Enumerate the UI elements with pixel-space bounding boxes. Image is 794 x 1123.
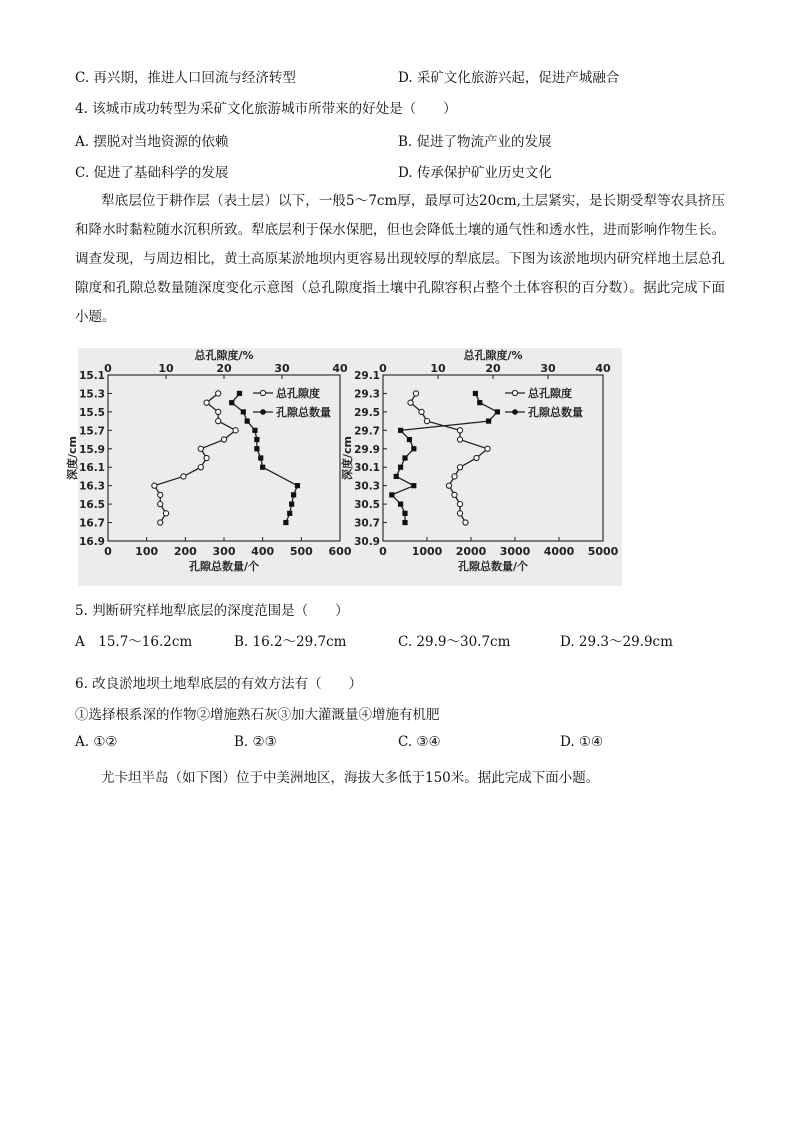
chart1-pore-count-point [283,520,288,525]
passage-plow-pan [75,187,725,332]
chart2-porosity-point [413,391,418,396]
chart1-top-axis-title: 总孔隙度/% [194,349,254,362]
chart2-porosity-point [474,455,479,460]
chart1-y-tick-label: 15.3 [79,388,105,401]
chart2-porosity-point [452,492,457,497]
chart2-porosity-point [457,511,462,516]
q4-option-d: D. 传承保护矿业历史文化 [398,165,552,181]
chart2-porosity-point [457,437,462,442]
chart2-top-axis-title: 总孔隙度/% [463,349,523,362]
chart1-pore-count-point [287,511,292,516]
chart1-pore-count-point [241,409,246,414]
chart2-pore-count-point [402,511,407,516]
q6-option-b: B. ②③ [234,734,277,750]
chart2-y-tick-label: 29.1 [354,370,380,382]
chart1-y-tick-label: 16.9 [79,536,105,548]
chart1-legend-pore-count-marker [260,409,266,415]
chart1-pore-count-point [237,391,242,396]
q4-stem: 4. 该城市成功转型为采矿文化旅游城市所带来的好处是（ ） [75,101,457,117]
chart2-pore-count-point [398,465,403,470]
q3-option-c: C. 再兴期，推进人口回流与经济转型 [75,70,296,86]
chart1-y-tick-label: 15.7 [79,425,105,438]
q5-option-b: B. 16.2～29.7cm [234,634,347,650]
passage-yucatan: 尤卡坦半岛（如下图）位于中美洲地区，海拔大多低于150米。据此完成下面小题。 [101,770,600,786]
chart1-y-axis-title: 深度/cm [66,436,79,480]
chart1-y-tick-label: 16.5 [79,499,105,512]
chart2-y-tick-label: 29.7 [354,425,380,438]
chart2-y-tick-label: 30.7 [354,517,380,530]
q5-stem: 5. 判断研究样地犁底层的深度范围是（ ） [75,603,349,619]
chart2-y-tick-label: 30.3 [354,480,380,493]
q4-option-b: B. 促进了物流产业的发展 [398,134,552,150]
chart2-legend-porosity-marker [512,390,517,395]
chart1-y-tick-label: 15.9 [79,443,105,456]
chart1-bottom-tick-label: 100 [135,545,159,558]
chart2-legend-label: 总孔隙度 [528,387,572,400]
chart1-legend-porosity-marker [260,390,265,395]
q5-option-d: D. 29.3～29.9cm [560,634,673,650]
chart2-y-tick-label: 29.9 [354,443,380,456]
chart2-porosity-point [452,474,457,479]
chart1-porosity-line [154,393,235,522]
chart2-y-tick-label: 29.5 [354,406,380,419]
chart2-pore-count-point [398,502,403,507]
chart2-pore-count-point [486,419,491,424]
chart1-porosity-point [216,409,221,414]
chart2-pore-count-point [495,409,500,414]
chart2-top-tick-label: 40 [595,362,611,375]
chart1-y-tick-label: 15.5 [79,406,105,419]
chart2-bottom-tick-label: 3000 [499,545,531,558]
chart1-pore-count-point [245,419,250,424]
chart1-bottom-tick-label: 0 [104,545,112,558]
chart1-pore-count-point [252,428,257,433]
chart2-porosity-point [408,400,413,405]
chart2-pore-count-point [389,492,394,497]
chart2-pore-count-point [402,520,407,525]
chart1-porosity-point [198,446,203,451]
chart1-pore-count-point [258,455,263,460]
chart1-y-tick-label: 15.1 [79,370,105,382]
chart1-y-tick-label: 16.1 [79,462,105,475]
chart1-bottom-tick-label: 600 [328,545,352,558]
chart2-porosity-point [446,483,451,488]
q3-option-d: D. 采矿文化旅游兴起，促进产城融合 [398,70,620,86]
chart1-pore-count-point [295,483,300,488]
chart2-pore-count-point [394,474,399,479]
q4-option-a: A. 摆脱对当地资源的依赖 [75,134,229,150]
chart2-porosity-point [485,446,490,451]
chart1-top-tick-label: 0 [104,362,112,375]
chart1-porosity-point [181,474,186,479]
chart1-y-tick-label: 16.3 [79,480,105,493]
chart2-bottom-tick-label: 5000 [587,545,619,558]
chart1-porosity-point [204,400,209,405]
chart1-porosity-point [216,391,221,396]
chart1-porosity-point [152,483,157,488]
chart2-pore-count-point [402,455,407,460]
chart1-pore-count-point [254,437,259,442]
chart2-bottom-tick-label: 1000 [411,545,443,558]
chart1-pore-count-point [289,502,294,507]
chart1-bottom-tick-label: 200 [173,545,197,558]
chart2-porosity-point [457,502,462,507]
chart1-pore-count-point [229,400,234,405]
chart2-y-tick-label: 29.3 [354,388,380,401]
chart1-y-tick-label: 16.7 [79,517,105,530]
chart2-pore-count-point [411,446,416,451]
chart2-y-tick-label: 30.1 [354,462,380,475]
chart1-porosity-point [233,428,238,433]
chart2-porosity-point [419,409,424,414]
chart2-top-tick-label: 0 [379,362,387,375]
chart2-top-tick-label: 20 [485,362,501,375]
chart2-bottom-tick-label: 4000 [543,545,575,558]
chart1-porosity-point [163,511,168,516]
chart1-legend-label: 总孔隙度 [276,387,320,400]
chart2-bottom-tick-label: 0 [379,545,387,558]
chart1-porosity-point [158,502,163,507]
chart1-porosity-point [158,492,163,497]
chart2-y-tick-label: 30.9 [354,536,380,548]
chart1-porosity-point [216,419,221,424]
passage-plow-pan-text: 犁底层位于耕作层（表土层）以下，一般5～7cm厚，最厚可达20cm,土层紧实，是长期受犁等农具挤压和降水时黏粒随水沉积所致。犁底层利于保水保肥，但也会降低土壤的通气性和透水性，进而影响作物生长。调查发现，与周边相比，黄土高原某淤地坝内更容易出现较厚的犁底层。下图为该淤地坝内研究样地土层总孔隙度和孔隙总数量随深度变化示意图（总孔隙度指土壤中孔隙容积占整个土体容积的百分数）。据此完成下面小题。 [75,193,725,325]
q6-option-a: A. ①② [75,734,118,750]
chart2-y-axis-title: 深度/cm [341,436,354,480]
chart2-top-tick-label: 30 [540,362,556,375]
chart2-legend-label: 孔隙总数量 [528,406,583,419]
chart1-bottom-axis-title: 孔隙总数量/个 [188,560,260,573]
chart1-bottom-tick-label: 300 [212,545,236,558]
q6-stem: 6. 改良淤地坝土地犁底层的有效方法有（ ） [75,676,363,692]
porosity-figure [66,348,622,586]
chart1-legend-label: 孔隙总数量 [276,406,331,419]
chart2-legend-pore-count-marker [512,409,518,415]
chart1-pore-count-point [291,492,296,497]
chart1-pore-count-point [254,446,259,451]
chart1-bottom-tick-label: 500 [289,545,313,558]
q6-choices: ①选择根系深的作物②增施熟石灰③加大灌溉量④增施有机肥 [75,707,440,723]
q5-option-c: C. 29.9～30.7cm [398,634,511,650]
q5-option-a: A 15.7～16.2cm [75,634,193,650]
chart1-porosity-point [158,520,163,525]
chart1-bottom-tick-label: 400 [251,545,275,558]
chart1-pore-count-point [260,465,265,470]
chart2-bottom-tick-label: 2000 [455,545,487,558]
q6-option-d: D. ①④ [560,734,604,750]
chart2-pore-count-point [473,391,478,396]
chart2-pore-count-point [398,428,403,433]
chart1-top-tick-label: 30 [274,362,290,375]
chart2-porosity-point [457,428,462,433]
chart2-top-tick-label: 10 [430,362,446,375]
chart1-top-tick-label: 20 [216,362,232,375]
chart2-pore-count-point [407,437,412,442]
chart1-top-tick-label: 40 [332,362,348,375]
chart2-porosity-point [424,419,429,424]
chart2-porosity-point [457,465,462,470]
chart1-porosity-point [198,465,203,470]
chart2-pore-count-point [411,483,416,488]
chart1-top-tick-label: 10 [158,362,174,375]
chart1-porosity-point [221,437,226,442]
chart1-porosity-point [204,455,209,460]
chart2-y-tick-label: 30.5 [354,499,380,512]
chart2-bottom-axis-title: 孔隙总数量/个 [457,560,529,573]
chart2-pore-count-line [392,393,498,522]
chart2-porosity-point [463,520,468,525]
chart2-pore-count-point [477,400,482,405]
q4-option-c: C. 促进了基础科学的发展 [75,165,229,181]
q6-option-c: C. ③④ [398,734,441,750]
